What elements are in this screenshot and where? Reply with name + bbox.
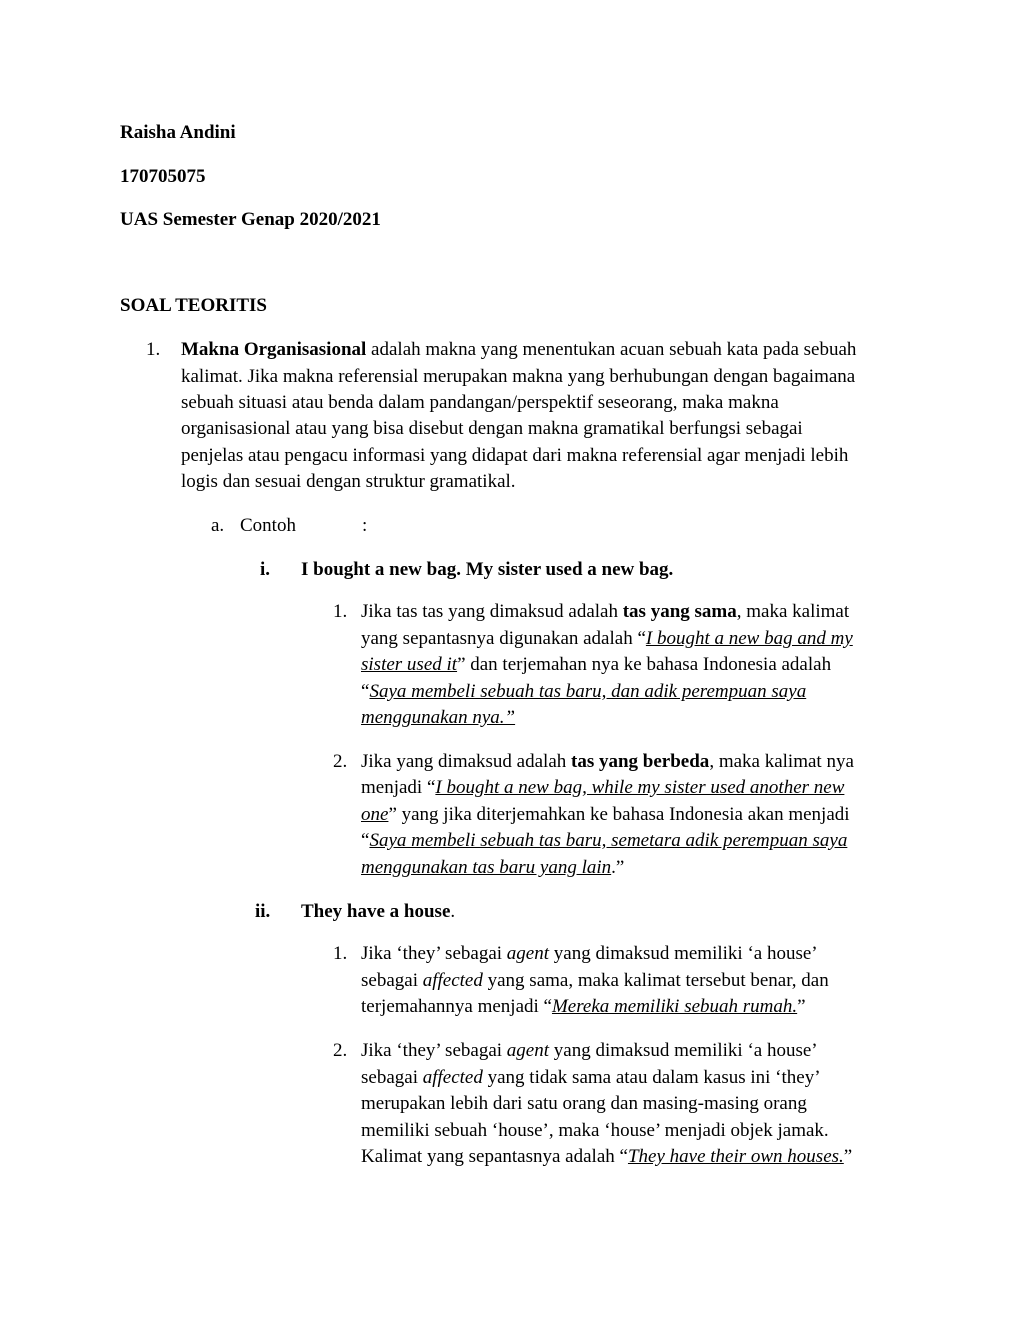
contoh-label: Contoh	[240, 515, 296, 536]
ex-ii-1-line-1: Jika ‘they’ sebagai agent yang dimaksud memiliki ‘a house’	[361, 943, 818, 964]
q1-line-1: Makna Organisasional adalah makna yang menentukan acuan sebuah kata pada sebuah	[181, 339, 857, 360]
ex-i-1-line-1: Jika tas tas yang dimaksud adalah tas yang sama, maka kalimat	[361, 601, 850, 622]
q1-line-2: kalimat. Jika makna referensial merupakan makna yang berhubungan dengan bagaimana	[181, 366, 856, 387]
list-marker: 1.	[333, 601, 348, 622]
ex-i-2-line-5: menggunakan tas baru yang lain.”	[361, 857, 625, 878]
q1-line-6: logis dan sesuai dengan struktur gramatikal.	[181, 471, 516, 492]
list-marker: ii.	[255, 901, 271, 922]
ex-ii-1-line-3: terjemahannya menjadi “Mereka memiliki sebuah rumah.”	[361, 996, 806, 1017]
ex-ii-2-line-1: Jika ‘they’ sebagai agent yang dimaksud memiliki ‘a house’	[361, 1040, 818, 1061]
exam-title: UAS Semester Genap 2020/2021	[120, 209, 381, 230]
list-marker: 1.	[146, 339, 161, 360]
q1-line-4: organisasional atau yang bisa disebut dengan makna gramatikal berfungsi sebagai	[181, 418, 803, 439]
ex-ii-2-line-3: merupakan lebih dari satu orang dan masing-masing orang	[361, 1093, 807, 1114]
q1-term: Makna Organisasional	[181, 339, 367, 360]
q1-line-3: sebuah situasi atau benda dalam pandangan/perspektif seseorang, maka makna	[181, 392, 779, 413]
ex-i-1-line-3: sister used it” dan terjemahan nya ke bahasa Indonesia adalah	[361, 654, 832, 675]
list-marker: i.	[260, 559, 271, 580]
student-name: Raisha Andini	[120, 122, 236, 143]
ex-i-2-line-3: one” yang jika diterjemahkan ke bahasa Indonesia akan menjadi	[361, 804, 850, 825]
ex-i-1-line-5: menggunakan nya.”	[361, 707, 516, 728]
ex-i-2-line-1: Jika yang dimaksud adalah tas yang berbeda, maka kalimat nya	[361, 751, 854, 772]
ex-ii-1-line-2: sebagai affected yang sama, maka kalimat tersebut benar, dan	[361, 970, 829, 991]
list-marker: 2.	[333, 751, 348, 772]
ex-i-2-line-4: “Saya membeli sebuah tas baru, semetara adik perempuan saya	[361, 830, 848, 851]
list-marker: 2.	[333, 1040, 348, 1061]
student-id: 170705075	[120, 166, 206, 187]
example-i-title: I bought a new bag. My sister used a new bag.	[301, 559, 674, 580]
ex-i-1-line-2: yang sepantasnya digunakan adalah “I bought a new bag and my	[361, 628, 853, 649]
ex-i-2-line-2: menjadi “I bought a new bag, while my sister used another new	[361, 777, 845, 798]
ex-ii-2-line-4: memiliki sebuah ‘house’, maka ‘house’ menjadi objek jamak.	[361, 1120, 829, 1141]
section-title: SOAL TEORITIS	[120, 295, 267, 316]
q1-line-5: penjelas atau pengacu informasi yang didapat dari makna referensial agar menjadi lebih	[181, 445, 849, 466]
list-marker: 1.	[333, 943, 348, 964]
ex-ii-2-line-5: Kalimat yang sepantasnya adalah “They have their own houses.”	[361, 1146, 853, 1167]
ex-i-1-line-4: “Saya membeli sebuah tas baru, dan adik perempuan saya	[361, 681, 807, 702]
ex-ii-2-line-2: sebagai affected yang tidak sama atau dalam kasus ini ‘they’	[361, 1067, 821, 1088]
example-ii-title: They have a house.	[301, 901, 456, 922]
list-marker: a.	[211, 515, 225, 536]
contoh-colon: :	[362, 515, 368, 536]
